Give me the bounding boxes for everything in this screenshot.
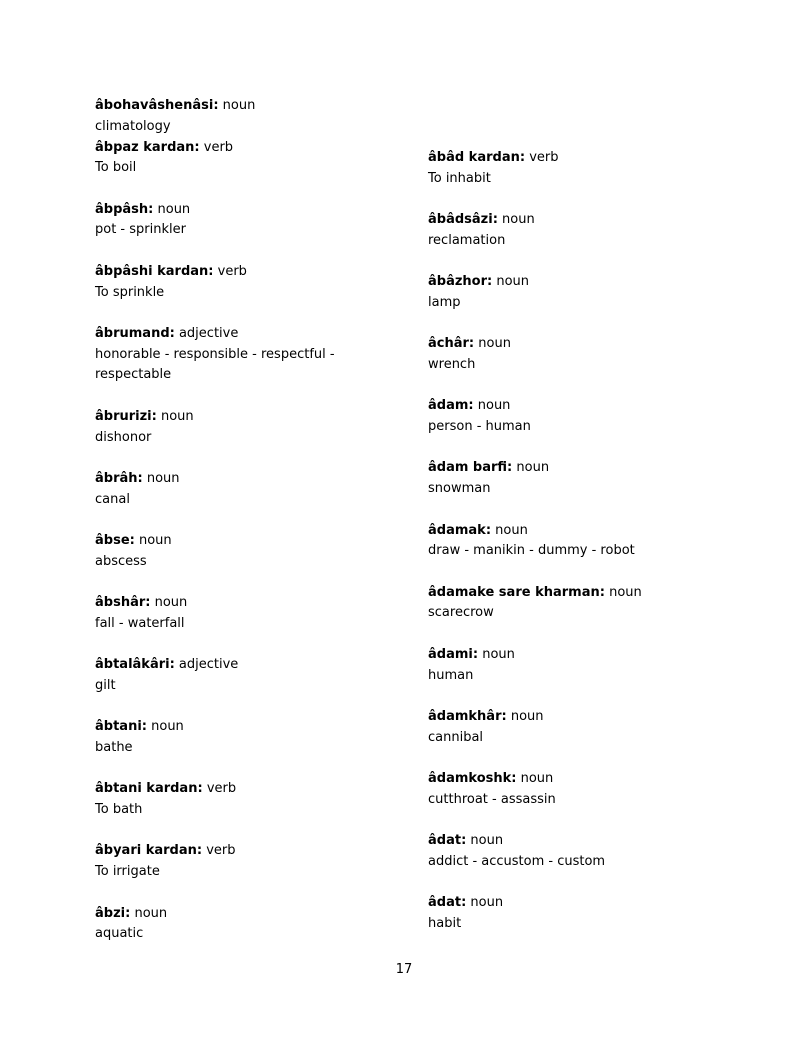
- entry-meaning: To inhabit: [428, 170, 491, 186]
- entry-heading: [428, 458, 728, 479]
- dictionary-entry: [428, 583, 728, 625]
- entry-meaning: canal: [95, 491, 130, 507]
- entry-heading: [95, 717, 395, 738]
- entry-headword: âchâr:: [428, 336, 475, 352]
- entry-headword: âdam:: [428, 398, 474, 414]
- left-column: [95, 96, 395, 966]
- entry-heading: [428, 148, 728, 169]
- entry-heading: [428, 893, 728, 914]
- entry-headword: âbyari kardan:: [95, 843, 203, 859]
- dictionary-entry: [95, 779, 395, 821]
- dictionary-entry: [428, 396, 728, 438]
- entry-meaning: To bath: [95, 802, 143, 818]
- entry-meaning: To sprinkle: [95, 284, 165, 300]
- dictionary-entry: [428, 272, 728, 314]
- entry-heading: [428, 521, 728, 542]
- entry-heading: [95, 138, 395, 159]
- dictionary-entry: [428, 458, 728, 500]
- entry-meaning: To irrigate: [95, 864, 160, 880]
- entry-heading: [95, 904, 395, 925]
- entry-part-of-speech: noun: [609, 584, 642, 600]
- entry-part-of-speech: noun: [160, 408, 194, 424]
- entry-meaning: snowman: [428, 481, 491, 497]
- entry-headword: âbtalâkâri:: [95, 657, 175, 673]
- entry-headword: âdat:: [428, 895, 467, 911]
- entry-part-of-speech: noun: [496, 274, 530, 290]
- entry-headword: âdamkoshk:: [428, 770, 517, 786]
- entry-meaning: lamp: [428, 294, 461, 310]
- entry-headword: âdam barfi:: [428, 460, 513, 476]
- entry-part-of-speech: noun: [470, 833, 504, 849]
- entry-heading: [428, 645, 728, 666]
- entry-heading: [428, 334, 728, 355]
- entry-heading: [95, 200, 395, 221]
- dictionary-entry: [428, 334, 728, 376]
- entry-headword: âbtani:: [95, 719, 147, 735]
- dictionary-entry: [95, 138, 395, 180]
- entry-part-of-speech: verb: [203, 139, 234, 155]
- entry-meaning: climatology: [95, 118, 171, 134]
- entry-headword: âbzi:: [95, 905, 131, 921]
- entry-heading: [95, 593, 395, 614]
- page-number: 17: [395, 962, 413, 977]
- entry-part-of-speech: noun: [134, 905, 168, 921]
- entry-meaning: habit: [428, 915, 462, 931]
- entry-meaning: scarecrow: [428, 605, 494, 621]
- entry-meaning: person - human: [428, 419, 531, 435]
- entry-headword: âbtani kardan:: [95, 781, 203, 797]
- entry-heading: [95, 324, 395, 345]
- dictionary-entry: [428, 148, 728, 190]
- dictionary-entry: [428, 210, 728, 252]
- entry-heading: [428, 769, 728, 790]
- entry-headword: âdat:: [428, 833, 467, 849]
- entry-heading: [95, 469, 395, 490]
- dictionary-entry: [95, 841, 395, 883]
- dictionary-entry: [428, 831, 728, 873]
- entry-part-of-speech: noun: [516, 460, 550, 476]
- entry-part-of-speech: noun: [482, 646, 515, 662]
- dictionary-entry: [95, 324, 395, 386]
- entry-headword: âbpaz kardan:: [95, 139, 200, 155]
- entry-headword: âbpâsh:: [95, 201, 154, 217]
- entry-headword: âbâzhor:: [428, 274, 493, 290]
- entry-part-of-speech: verb: [217, 263, 247, 279]
- dictionary-entry: [428, 645, 728, 687]
- entry-heading: [95, 262, 395, 283]
- entry-heading: [428, 210, 728, 231]
- entry-headword: âbse:: [95, 532, 135, 548]
- entry-heading: [95, 407, 395, 428]
- entry-meaning: pot - sprinkler: [95, 222, 186, 238]
- entry-heading: [95, 531, 395, 552]
- entry-meaning: fall - waterfall: [95, 615, 185, 631]
- entry-part-of-speech: verb: [529, 150, 559, 165]
- entry-part-of-speech: noun: [154, 595, 188, 611]
- dictionary-entry: [95, 531, 395, 573]
- entry-part-of-speech: noun: [157, 201, 191, 217]
- entry-part-of-speech: noun: [138, 532, 172, 548]
- entry-meaning: bathe: [95, 740, 133, 756]
- dictionary-entry: [95, 717, 395, 759]
- entry-heading: [95, 655, 395, 676]
- entry-part-of-speech: adjective: [178, 657, 239, 673]
- entry-part-of-speech: noun: [151, 719, 184, 735]
- dictionary-entry: [95, 200, 395, 242]
- entry-headword: âbrurizi:: [95, 408, 157, 424]
- dictionary-entry: [428, 769, 728, 811]
- dictionary-entry: [428, 707, 728, 749]
- entry-heading: [95, 96, 395, 117]
- entry-headword: âbâd kardan:: [428, 150, 526, 165]
- entry-heading: [428, 272, 728, 293]
- entry-part-of-speech: noun: [510, 708, 544, 724]
- entry-part-of-speech: noun: [470, 895, 504, 911]
- entry-meaning: cutthroat - assassin: [428, 791, 556, 807]
- entry-meaning: aquatic: [95, 926, 144, 942]
- entry-headword: âdamak:: [428, 522, 492, 538]
- entry-part-of-speech: noun: [222, 98, 256, 113]
- entry-meaning: gilt: [95, 677, 116, 693]
- entry-headword: âbshâr:: [95, 595, 151, 611]
- dictionary-entry: [95, 593, 395, 635]
- entry-part-of-speech: noun: [478, 336, 511, 352]
- entry-part-of-speech: noun: [146, 470, 180, 486]
- entry-heading: [428, 831, 728, 852]
- entry-part-of-speech: noun: [520, 770, 554, 786]
- entry-heading: [428, 707, 728, 728]
- entry-headword: âbohavâshenâsi:: [95, 98, 219, 113]
- entry-headword: âdami:: [428, 646, 479, 662]
- dictionary-entry: [428, 521, 728, 563]
- entry-part-of-speech: noun: [502, 212, 535, 228]
- entry-headword: âbpâshi kardan:: [95, 263, 214, 279]
- entry-headword: âbâdsâzi:: [428, 212, 498, 228]
- entry-headword: âdamkhâr:: [428, 708, 507, 724]
- entry-meaning: cannibal: [428, 729, 484, 745]
- dictionary-entry: [95, 655, 395, 697]
- dictionary-entry: [95, 469, 395, 511]
- entry-meaning: human: [428, 667, 474, 683]
- dictionary-entry: [95, 407, 395, 449]
- entry-meaning: abscess: [95, 553, 147, 569]
- dictionary-entry: [95, 262, 395, 304]
- entry-part-of-speech: verb: [206, 781, 237, 797]
- entry-heading: [95, 841, 395, 862]
- entry-headword: âdamake sare kharman:: [428, 584, 605, 600]
- entry-part-of-speech: adjective: [178, 325, 239, 341]
- dictionary-entry: [95, 904, 395, 946]
- entry-part-of-speech: noun: [477, 398, 511, 414]
- entry-meaning: wrench: [428, 357, 476, 373]
- entry-part-of-speech: verb: [206, 843, 236, 859]
- entry-meaning: addict - accustom - custom: [428, 853, 606, 869]
- entry-meaning: honorable - responsible - respectful - respectable: [95, 346, 335, 383]
- dictionary-entry: [428, 893, 728, 935]
- entry-heading: [428, 396, 728, 417]
- entry-heading: [428, 583, 728, 604]
- entry-meaning: draw - manikin - dummy - robot: [428, 543, 635, 559]
- entry-headword: âbrâh:: [95, 470, 143, 486]
- entry-heading: [95, 779, 395, 800]
- entry-part-of-speech: noun: [495, 522, 528, 538]
- entry-meaning: dishonor: [95, 429, 152, 445]
- entry-meaning: To boil: [95, 160, 137, 176]
- entry-meaning: reclamation: [428, 232, 506, 248]
- entry-headword: âbrumand:: [95, 325, 175, 341]
- dictionary-entry: [95, 96, 395, 138]
- right-column: [428, 148, 728, 955]
